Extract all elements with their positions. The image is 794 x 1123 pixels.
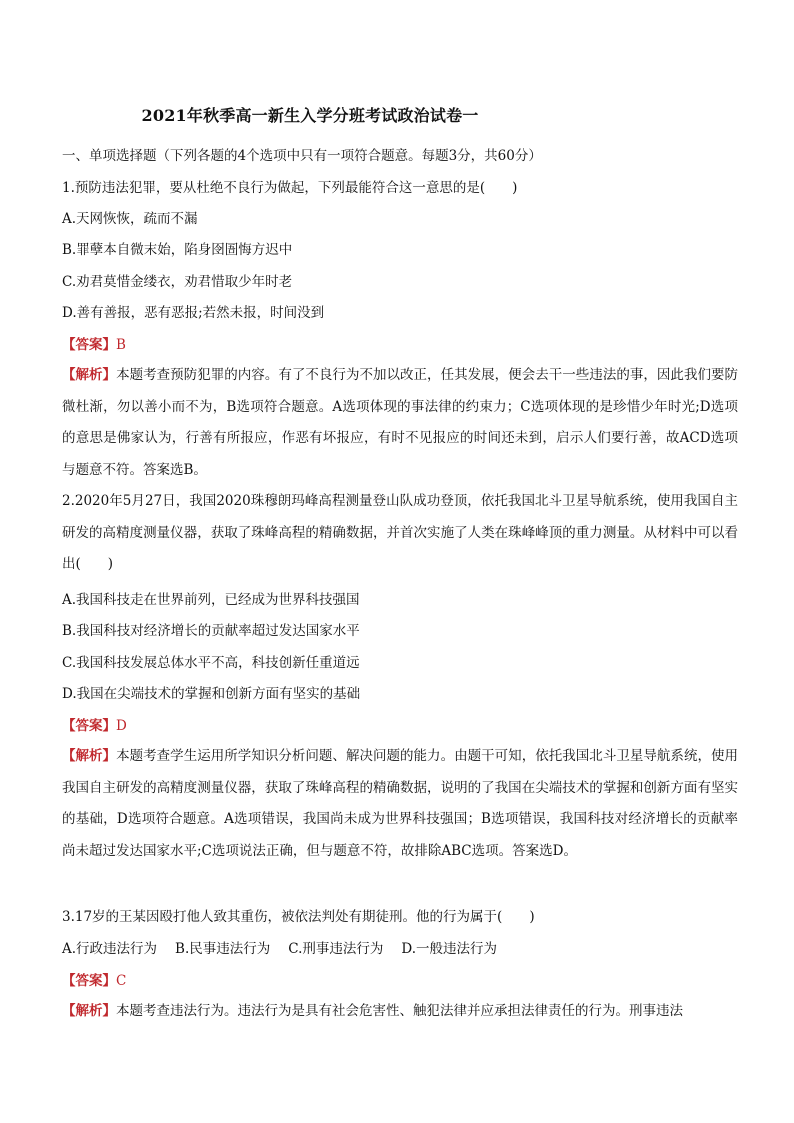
answer-tag: 【答案】 (62, 973, 116, 989)
question-3-analysis (62, 996, 738, 1028)
exam-title: 2021年秋季高一新生入学分班考试政治试卷一 (141, 106, 479, 125)
question-2-answer (62, 716, 742, 736)
question-3-option-c: C.刑事违法行为 (288, 941, 384, 957)
question-2-analysis (62, 741, 738, 867)
question-1-option-c: C.劝君莫惜金缕衣，劝君惜取少年时老 (62, 274, 293, 290)
question-3-answer (62, 971, 742, 991)
analysis-text: 本题考查学生运用所学知识分析问题、解决问题的能力。由题干可知，依托我国北斗卫星导航系统，使用我国自主研发的高精度测量仪器，获取了珠峰高程的精确数据，说明的了我国在尖端技术的掌握和创新方面有坚实的基础，D选项符合题意。A选项错误，我国尚未成为世界科技强国；B选项错误，我国科技对经济增长的贡献率尚未超过发达国家水平;C选项说法正确，但与题意不符，故排除ABC选项。答案选D。 (62, 748, 739, 859)
question-2-option-a: A.我国科技走在世界前列，已经成为世界科技强国 (62, 592, 360, 608)
question-1-analysis (62, 360, 738, 486)
analysis-text: 本题考查违法行为。违法行为是具有社会危害性、触犯法律并应承担法律责任的行为。刑事违法 (116, 1003, 683, 1019)
answer-value: C (116, 973, 127, 989)
question-1-answer (62, 335, 742, 355)
question-3-option-b: B.民事违法行为 (175, 941, 271, 957)
question-3-stem: 3.17岁的王某因殴打他人致其重伤，被依法判处有期徒刑。他的行为属于( ) (62, 909, 535, 925)
question-2-option-c: C.我国科技发展总体水平不高，科技创新任重道远 (62, 655, 360, 671)
analysis-text: 本题考查预防犯罪的内容。有了不良行为不加以改正，任其发展，便会去干一些违法的事，因此我们要防微杜渐，勿以善小而不为，B选项符合题意。A选项体现的事法律的约束力；C选项体现的是珍惜少年时光;D选项的意思是佛家认为，行善有所报应，作恶有坏报应，有时不见报应的时间还未到，启示人们要行善，故ACD选项与题意不符。答案选B。 (62, 367, 739, 478)
question-1-option-b: B.罪孽本自微末始，陷身囹圄悔方迟中 (62, 242, 293, 258)
question-1-option-d: D.善有善报，恶有恶报;若然未报，时间没到 (62, 305, 325, 321)
section-heading: 一、单项选择题（下列各题的4个选项中只有一项符合题意。每题3分，共60分） (62, 148, 542, 164)
answer-tag: 【答案】 (62, 337, 116, 353)
answer-tag: 【答案】 (62, 718, 116, 734)
question-3-option-d: D.一般违法行为 (401, 941, 498, 957)
question-1-stem: 1.预防违法犯罪，要从杜绝不良行为做起，下列最能符合这一意思的是( ) (62, 180, 518, 196)
question-3-option-a: A.行政违法行为 (62, 941, 158, 957)
answer-value: D (116, 718, 127, 734)
question-3-options (62, 939, 742, 959)
question-2-stem: 2.2020年5月27日，我国2020珠穆朗玛峰高程测量登山队成功登顶，依托我国北斗卫星导航系统，使用我国自主研发的高精度测量仪器，获取了珠峰高程的精确数据，并首次实施了人类在珠峰峰顶的重力测量。从材料中可以看出( ) (62, 493, 738, 572)
analysis-tag: 【解析】 (62, 748, 117, 764)
question-2-option-b: B.我国科技对经济增长的贡献率超过发达国家水平 (62, 623, 360, 639)
question-2-option-d: D.我国在尖端技术的掌握和创新方面有坚实的基础 (62, 686, 361, 702)
analysis-tag: 【解析】 (62, 1003, 116, 1019)
analysis-tag: 【解析】 (62, 367, 117, 383)
answer-value: B (116, 337, 126, 353)
question-1-option-a: A.天网恢恢，疏而不漏 (62, 211, 198, 227)
